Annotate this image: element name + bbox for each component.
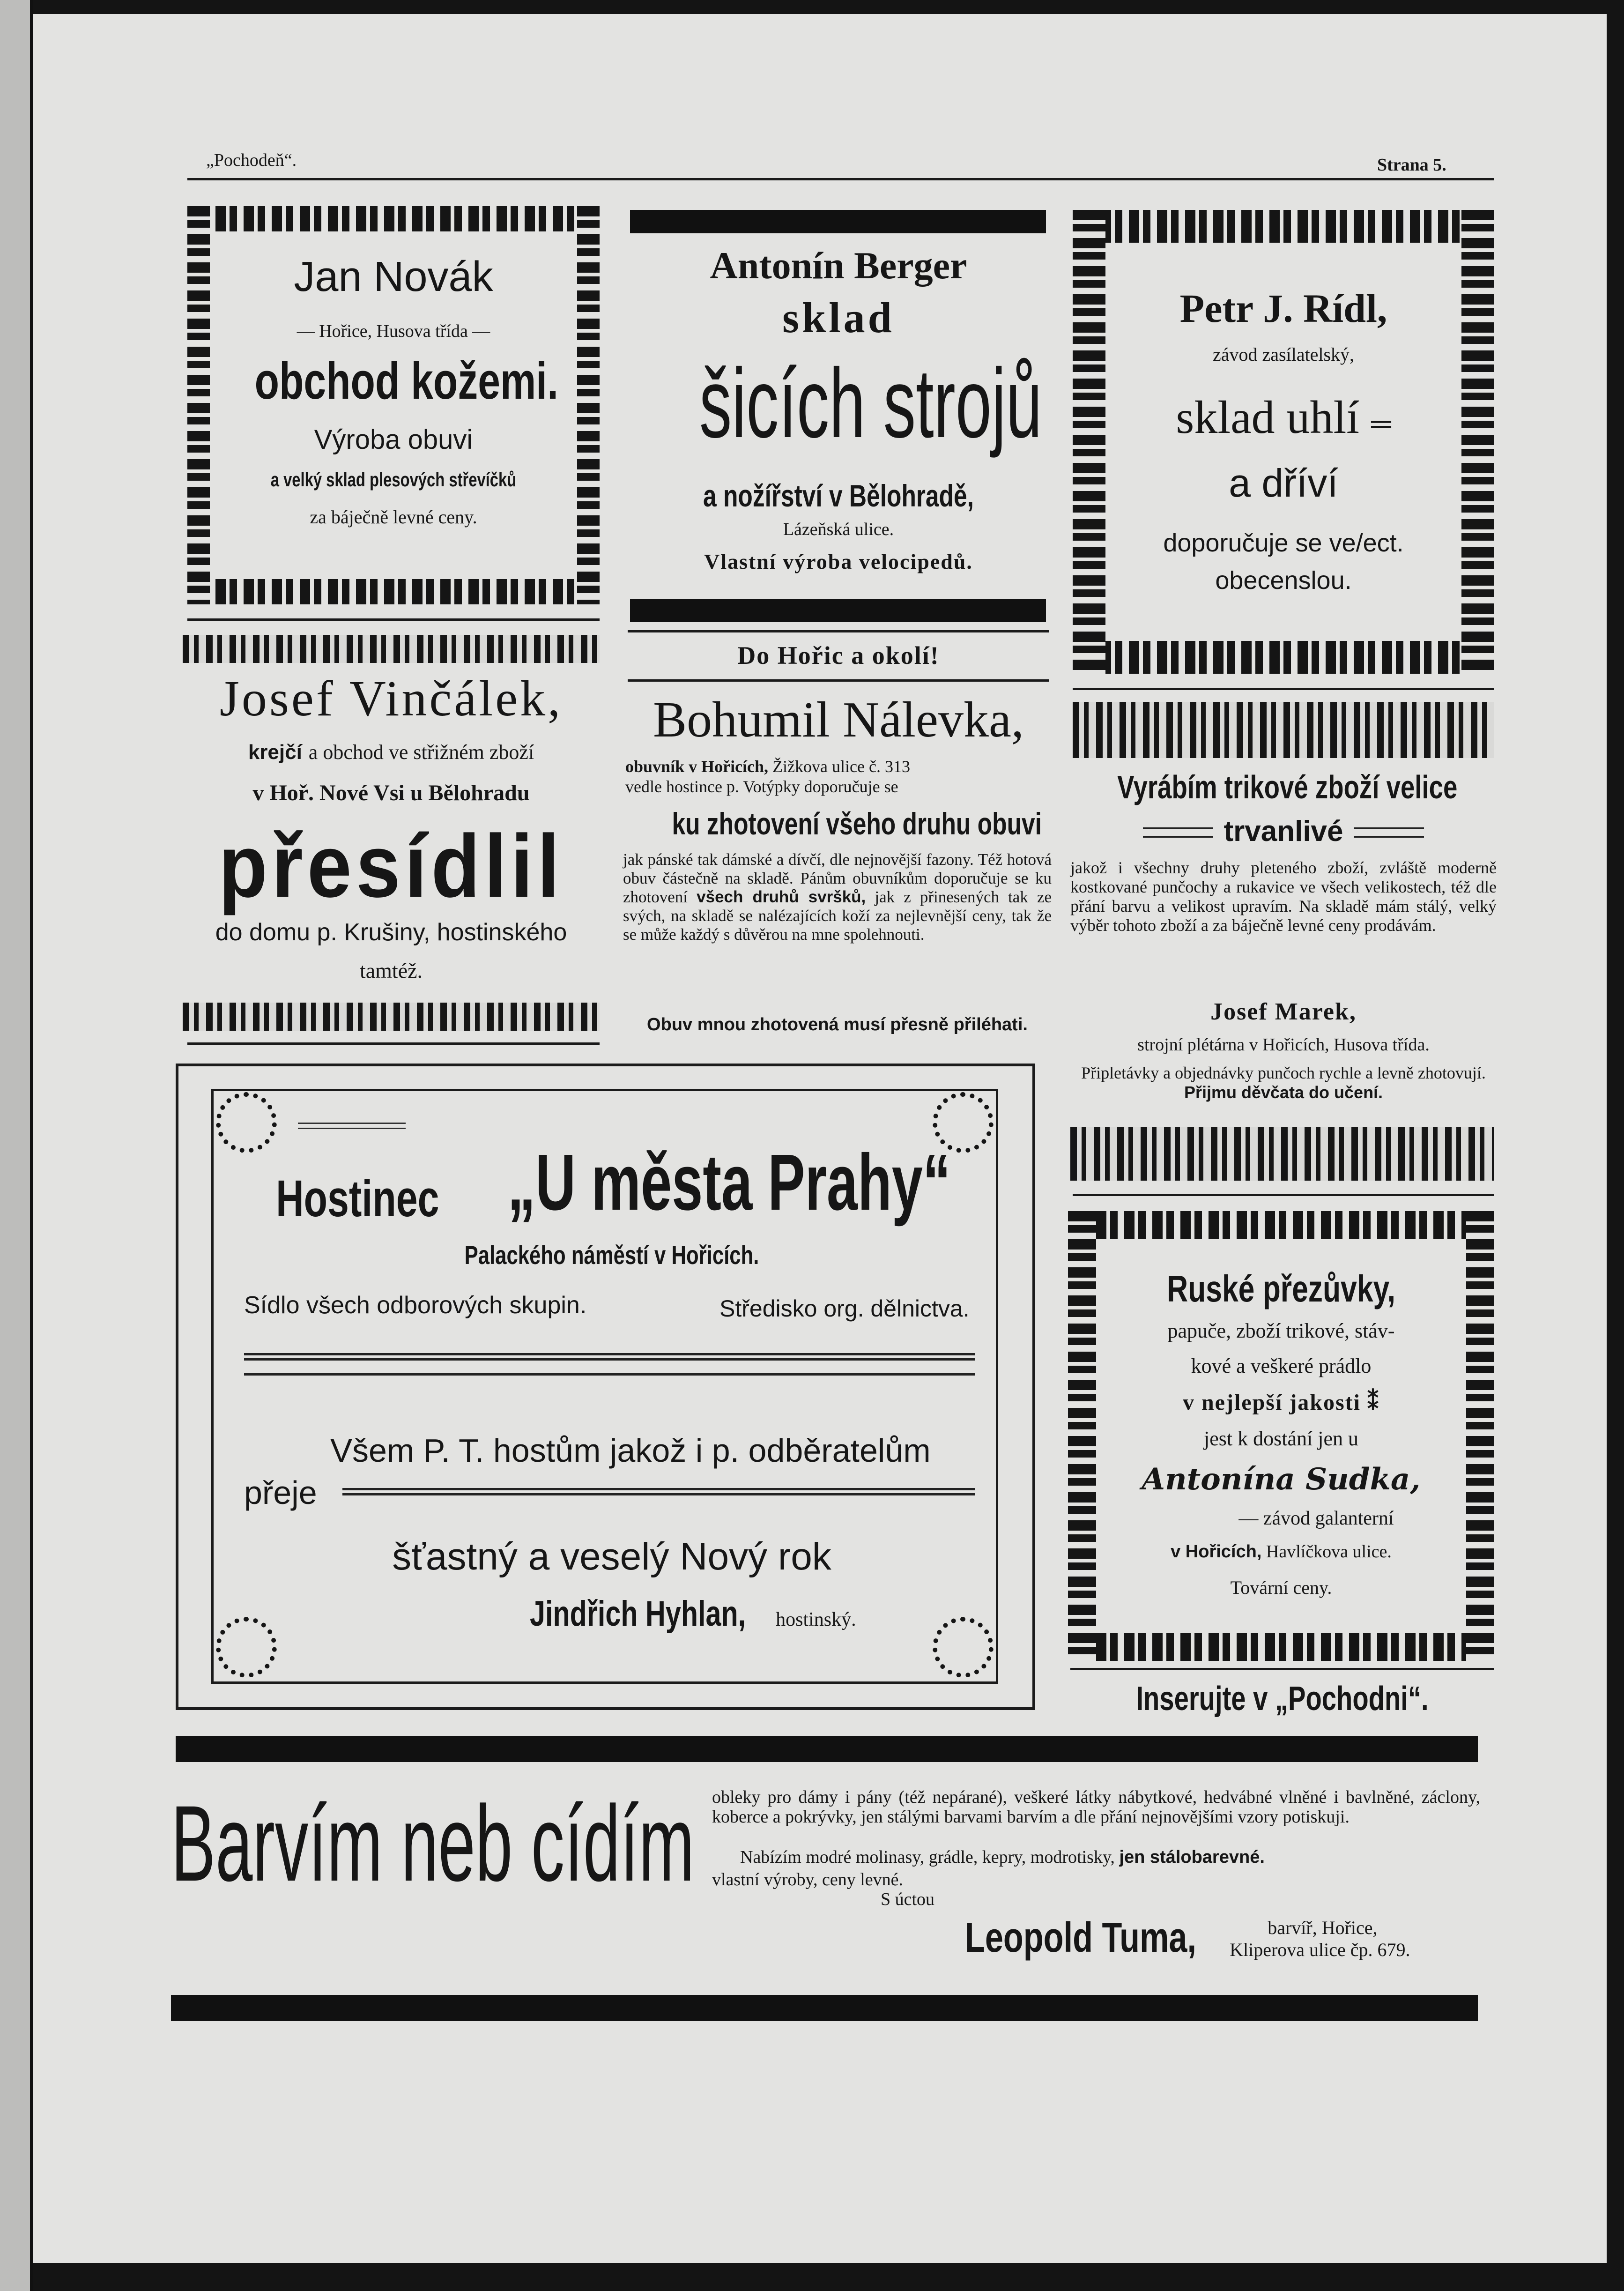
ad-bar-top [630, 210, 1046, 233]
ornament-border-right [1461, 210, 1494, 674]
ornament-band-bottom [1070, 1127, 1494, 1181]
ornament-border-top [1073, 210, 1494, 243]
ad-jan-novak [187, 206, 600, 604]
ad-bar-bottom [171, 1995, 1478, 2021]
ad-line: Vlastní výroba velocipedů. [704, 550, 973, 573]
ornament-border-top [1068, 1211, 1494, 1239]
ad-body: Nabízím modré molinasy, grádle, kepry, modrotisky, jen stálobarevné. [740, 1847, 1265, 1867]
ad-line: Palackého náměstí v Hořicích. [464, 1240, 759, 1270]
ad-antonin-sudek [1068, 1211, 1494, 1661]
ad-line: vlastní výroby, ceny levné. [712, 1870, 904, 1889]
ad-sklad: sklad [782, 294, 895, 342]
ad-line: a dříví [1229, 461, 1338, 505]
ad-left-note: Sídlo všech odborových skupin. [244, 1292, 587, 1319]
ad-headline: Barvím neb cídím [171, 1783, 695, 1904]
column-rule [628, 630, 1049, 632]
ad-line: Lázeňská ulice. [783, 520, 894, 539]
ornament-border-right [577, 206, 600, 604]
column-rule [187, 618, 600, 621]
ad-line: v nejlepší jakosti ⁑ [1182, 1390, 1379, 1415]
ad-hostinec-u-mesta-prahy [176, 1064, 1035, 1710]
ad-line: v Hoř. Nové Vsi u Bělohradu [252, 781, 530, 805]
ad-line: závod zasílatelský, [1212, 344, 1355, 365]
ornament-band-top [183, 635, 600, 663]
ad-heading: Vyrábím trikové zboží velice [1117, 769, 1458, 805]
ad-name: Bohumil Nálevka, [653, 692, 1024, 748]
ad-line: v Hořicích, Havlíčkova ulice. [1171, 1542, 1392, 1562]
ad-title: Hostinec „U města Prahy“ [276, 1138, 951, 1227]
ad-heading: Do Hořic a okolí! [737, 641, 940, 669]
ad-business: obchod kožemi. [254, 352, 558, 410]
ad-line: za báječně levné ceny. [310, 506, 477, 528]
ad-line: ku zhotovení všeho druhu obuvi [672, 806, 1042, 841]
ornament-border-left [1068, 1211, 1096, 1661]
ad-line: obuvník v Hořicích, Žižkova ulice č. 313 [625, 757, 910, 776]
ad-line: a velký sklad plesových střevíčků [270, 469, 517, 491]
page-number: Strana 5. [1377, 155, 1446, 175]
ad-moved: přesídlil [218, 817, 564, 916]
ad-name: Jan Novák [294, 253, 493, 300]
ad-line: Tovární ceny. [1230, 1577, 1332, 1598]
ad-bar-bottom [630, 599, 1046, 622]
ad-line: Připletávky a objednávky punčoch rychle a levně zhotovují. Přijmu děvčata do učení. [1081, 1064, 1486, 1102]
ad-name: Antonína Sudka, [1142, 1462, 1421, 1497]
ad-address: — Hořice, Husova třída — [297, 321, 490, 341]
ad-line: vedle hostince p. Votýpky doporučuje se [625, 777, 898, 796]
column-rule [1073, 1194, 1494, 1196]
ad-line: tamtéž. [359, 959, 423, 982]
ad-greeting: přeje [244, 1474, 317, 1511]
ornament-border-left [1073, 210, 1105, 674]
ad-product: šicích strojů [699, 348, 1042, 458]
ad-line: obecenslou. [1215, 566, 1352, 595]
ad-signature: Jindřich Hyhlan, hostinský. [530, 1594, 856, 1634]
ad-greeting: šťastný a veselý Nový rok [392, 1535, 831, 1578]
ornament-border-right [1466, 1211, 1494, 1661]
ad-body: jak pánské tak dámské a dívčí, dle nejnovější fazony. Též hotová obuv částečně na skladě. Pánům obuvníkům doporučuje se ku zhotovení všech druhů svršků, jak z přinesených tak ze svých, na skladě se nalézajících koží za nejlevnější ceny, tak že se může každý s důvěrou na mne spolehnouti. [623, 850, 1052, 944]
ad-closing: Obuv mnou zhotovená musí přesně přiléhati. [647, 1015, 1028, 1034]
ad-line: krejčí a obchod ve střižném zboží [248, 741, 534, 764]
divider-rule [244, 1373, 975, 1376]
ad-name: Josef Vinčálek, [219, 671, 563, 727]
ad-line: jest k dostání jen u [1204, 1427, 1358, 1450]
ad-name: Antonín Berger [710, 244, 967, 287]
ad-signature: Leopold Tuma, barvíř, Hořice, Kliperova ulice čp. 679. [965, 1914, 1410, 1961]
ad-name: Petr J. Rídl, [1179, 286, 1387, 331]
ornament-border-left [187, 206, 210, 604]
running-head-title: „Pochodeň“. [206, 150, 297, 170]
ad-line: papuče, zboží trikové, stáv- [1167, 1319, 1395, 1342]
ad-title: Ruské přezůvky, [1167, 1268, 1395, 1309]
ad-line: S úctou [881, 1889, 935, 1909]
ornament-border-bottom [1068, 1633, 1494, 1661]
ad-line: — závod galanterní [1238, 1508, 1394, 1529]
header-rule [187, 178, 1494, 180]
ornament-border-top [187, 206, 600, 231]
ad-line: kové a veškeré prádlo [1191, 1354, 1372, 1377]
divider-double-rule [244, 1353, 975, 1361]
ad-heading: trvanlivé [1070, 811, 1497, 849]
ad-name: Josef Marek, [1210, 998, 1357, 1025]
ad-line: do domu p. Krušiny, hostinského [215, 919, 567, 946]
ad-body: obleky pro dámy i pány (též nepárané), veškeré látky nábytkové, hedvábné vlněné i bavlněné, záclony, koberce a pokrývky, jen stálými barvami barvím a dle přání nejnovějšími vzory potiskuji. [712, 1787, 1480, 1827]
ad-body: jakož i všechny druhy pleteného zboží, zvláště moderně kostkované punčochy a rukavice ve všech velikostech, též dle přání barvu a velikost upravím. Na skladě mám stálý, velký výběr tohoto zboží a za báječně levné ceny prodávám. [1070, 858, 1497, 935]
corner-ornament-icon [216, 1617, 277, 1678]
column-rule [1073, 688, 1494, 690]
ad-line: strojní plétárna v Hořicích, Husova třída. [1137, 1035, 1430, 1055]
ad-line: sklad uhlí ═ [1176, 391, 1391, 443]
divider-double-rule [342, 1488, 975, 1495]
page-edge-strip [0, 0, 33, 2291]
ad-bar-top [176, 1736, 1478, 1762]
ornament-border-bottom [1073, 641, 1494, 674]
column-rule [187, 1042, 600, 1045]
ad-right-note: Středisko org. dělnictva. [719, 1295, 970, 1322]
column-rule [628, 679, 1049, 682]
ad-line: Výroba obuvi [314, 424, 473, 455]
ad-petr-ridl [1073, 210, 1494, 674]
ad-greeting: Všem P. T. hostům jakož i p. odběratelům [330, 1432, 931, 1469]
ornament-border-bottom [187, 579, 600, 604]
ornament-band-top [1073, 702, 1494, 758]
column-rule [1070, 1668, 1494, 1670]
ad-line: a nožířství v Bělohradě, [703, 478, 974, 513]
insert-note: Inserujte v „Pochodni“. [1136, 1680, 1429, 1718]
ad-line: doporučuje se ve/ect. [1163, 529, 1404, 557]
title-rule [298, 1123, 406, 1129]
ornament-band-bottom [183, 1003, 600, 1031]
